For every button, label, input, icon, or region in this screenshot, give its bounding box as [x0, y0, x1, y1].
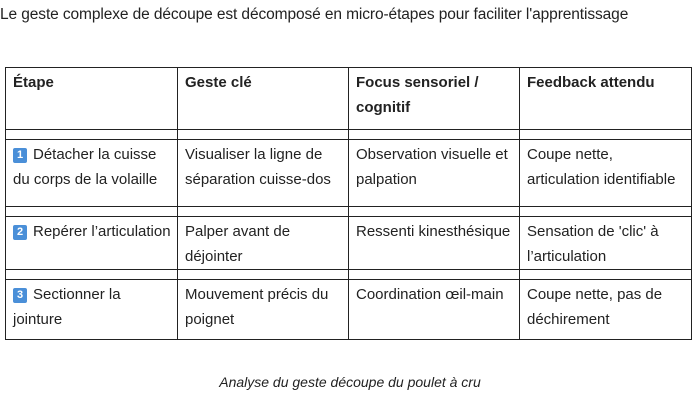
- steps-table: [5, 67, 692, 340]
- header-feedback: Feedback attendu: [520, 68, 692, 130]
- table-row: [6, 280, 692, 340]
- row-spacer: [6, 207, 692, 217]
- header-gesture: Geste clé: [178, 68, 349, 130]
- number-1-icon: 1: [13, 148, 27, 163]
- focus-cell: Observation visuelle et palpation: [349, 140, 520, 207]
- header-step: Étape: [6, 68, 178, 130]
- step-cell: [6, 140, 178, 207]
- header-focus: Focus sensoriel / cognitif: [349, 68, 520, 130]
- step-text: Repérer l’articulation: [33, 223, 171, 240]
- row-spacer: [6, 270, 692, 280]
- number-2-icon: 2: [13, 225, 27, 240]
- table-caption: Analyse du geste découpe du poulet à cru: [219, 374, 481, 390]
- feedback-cell: Coupe nette, articulation identifiable: [520, 140, 692, 207]
- intro-text: Le geste complexe de découpe est décomposé en micro-étapes pour faciliter l'apprentissage: [0, 6, 629, 23]
- table-row: [6, 140, 692, 207]
- number-3-icon: 3: [13, 288, 27, 303]
- gesture-cell: Visualiser la ligne de séparation cuisse-dos: [178, 140, 349, 207]
- focus-cell: Coordination œil-main: [349, 280, 520, 340]
- table-header-row: [6, 68, 692, 130]
- step-text: Sectionner la jointure: [13, 286, 121, 328]
- table-row: [6, 217, 692, 270]
- step-text: Détacher la cuisse du corps de la volaille: [13, 146, 158, 188]
- gesture-cell: Mouvement précis du poignet: [178, 280, 349, 340]
- step-cell: [6, 280, 178, 340]
- focus-cell: Ressenti kinesthésique: [349, 217, 520, 270]
- feedback-cell: Coupe nette, pas de déchirement: [520, 280, 692, 340]
- gesture-cell: Palper avant de déjointer: [178, 217, 349, 270]
- feedback-cell: Sensation de 'clic' à l’articulation: [520, 217, 692, 270]
- step-cell: [6, 217, 178, 270]
- row-spacer: [6, 130, 692, 140]
